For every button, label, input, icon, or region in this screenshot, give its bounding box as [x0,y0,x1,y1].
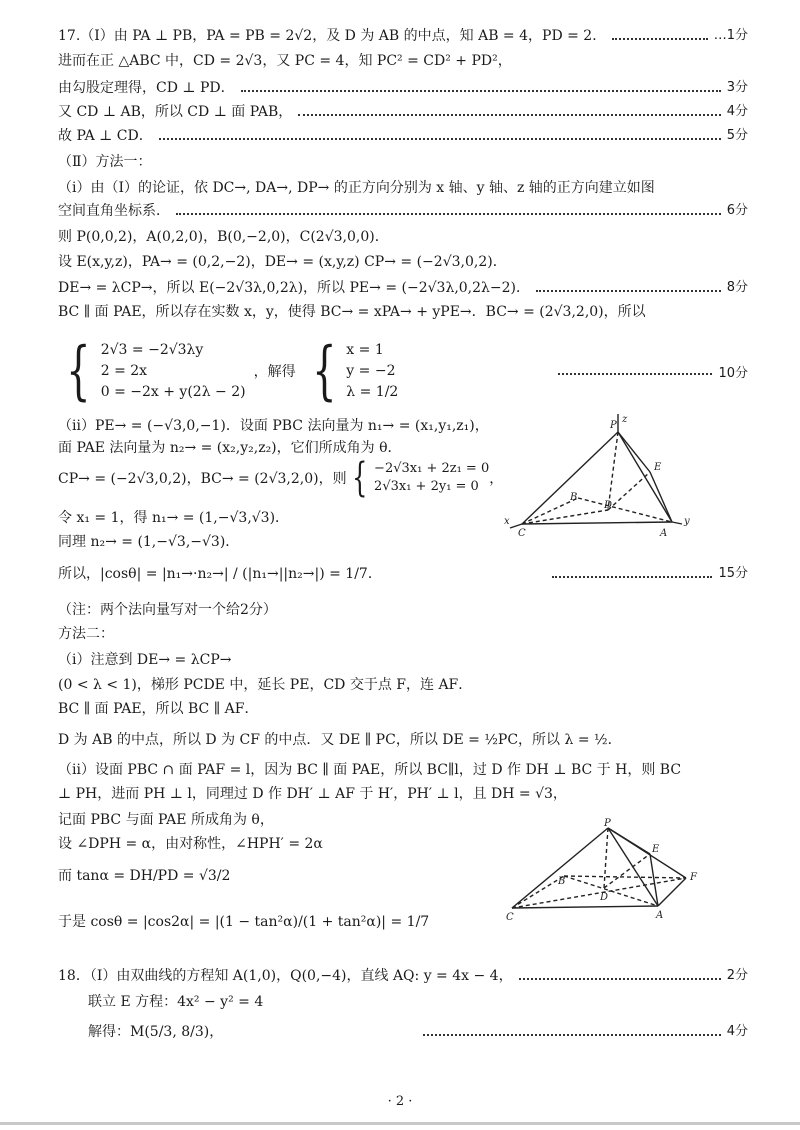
line-5: 故 PA ⊥ CD． 5分 [58,128,748,144]
line-21: (0 < λ < 1)，梯形 PCDE 中，延长 PE，CD 交于点 F，连 AF． [58,677,473,693]
line-14: 面 PAE 法向量为 n₂→ = (x₂,y₂,z₂)，它们所成角为 θ． [58,440,402,456]
edge-CB [512,876,564,908]
label-F: F [690,872,697,883]
line-18: （注：两个法向量写对一个给2分） [58,602,277,618]
system1-right-row: x = 1 [346,341,384,358]
geometry-figure-2 [500,816,720,924]
line-23: D 为 AB 的中点，所以 D 为 CF 的中点．又 DE ∥ PC，所以 DE = ½PC，所以 λ = ½． [58,732,622,748]
line-29: 于是 cosθ = |cos2α| = |(1 − tan²α)/(1 + tan²α)| = 1/7 [58,914,430,930]
system2-prefix: CP→ = (−2√3,0,2)，BC→ = (2√3,2,0)，则 [58,471,347,487]
line-26: 记面 PBC 与面 PAE 所成角为 θ， [58,812,274,828]
label-A: A [656,910,664,921]
edge-PC [512,828,608,908]
equation-system-2: CP→ = (−2√3,0,2)，BC→ = (2√3,2,0)，则 { −2√3x₁ + 2z₁ = 0 2√3x₁ + 2y₁ = 0 ， [58,455,504,501]
system2-row: −2√3x₁ + 2z₁ = 0 [374,461,490,476]
label-B: B [558,876,566,887]
line-32: 解得：M(5/3, 8/3)， 4分 [88,1024,748,1040]
system1-left-row: 2 = 2x [100,362,148,379]
edge-EA [650,854,658,906]
line-2: 进而在正 △ABC 中，CD = 2√3，又 PC = 4，知 PC² = CD² + PD²， [58,53,512,69]
line-15: 令 x₁ = 1，得 n₁→ = (1,−√3,√3)． [58,510,290,526]
line-12: BC ∥ 面 PAE，所以存在实数 x，y，使得 BC→ = xPA→ + yPE→．BC→ = (2√3,2,0)，所以 [58,304,646,320]
label-D: D [604,500,613,511]
page-number: · 2 · [387,1094,413,1109]
edge-PD [604,828,608,888]
edge-EA [650,472,672,522]
y-axis-line [672,522,682,524]
line-10: 设 E(x,y,z)，PA→ = (0,2,−2)，DE→ = (x,y,z) CP→ = (−2√3,0,2)． [58,254,507,270]
label-B: B [570,492,578,503]
line-25: ⊥ PH，进而 PH ⊥ l，同理过 D 作 DH′ ⊥ AF 于 H′，PH′ ⊥ l，且 DH = √3， [58,786,567,802]
line-11: DE→ = λCP→，所以 E(−2√3λ,0,2λ)，所以 PE→ = (−2√3λ,0,2λ−2)． 8分 [58,280,748,296]
line-30: 18．（Ⅰ）由双曲线的方程知 A(1,0)，Q(0,−4)，直线 AQ: y = 4x − 4， 2分 [58,968,748,984]
system1-left-row: 2√3 = −2√3λy [100,341,204,358]
system1-left-row: 0 = −2x + y(2λ − 2) [100,383,246,400]
label-P: P [604,818,611,829]
line-7: （ⅰ）由（Ⅰ）的论证，依 DC→, DA→, DP→ 的正方向分别为 x 轴、y 轴、z 轴的正方向建立如图 [58,180,655,196]
line-16: 同理 n₂→ = (1,−√3,−√3)． [58,534,240,550]
label-P: P [610,420,617,431]
edge-PE [618,432,650,472]
label-y: y [684,516,690,527]
edge-PE [608,828,650,854]
label-x: x [504,516,510,527]
edge-BF [564,876,686,878]
line-24: （ⅱ）设面 PBC ∩ 面 PAF = l，因为 BC ∥ 面 PAE，所以 BC∥l，过 D 作 DH ⊥ BC 于 H，则 BC [58,762,682,778]
line-20: （ⅰ）注意到 DE→ = λCP→ [58,652,232,668]
line-28: 而 tanα = DH/PD = √3/2 [58,868,231,884]
geometry-figure-1 [500,412,700,542]
line-22: BC ∥ 面 PAE，所以 BC ∥ AF． [58,701,259,717]
label-E: E [654,462,662,473]
line-13: （ⅱ）PE→ = (−√3,0,−1)．设面 PBC 法向量为 n₁→ = (x₁,y₁,z₁)， [58,418,489,434]
edge-FA [658,878,686,906]
line-3: 由勾股定理得，CD ⊥ PD． 3分 [58,80,748,96]
system2-suffix: ， [489,471,504,487]
line-9: 则 P(0,0,2)，A(0,2,0)，B(0,−2,0)，C(2√3,0,0)． [58,229,389,245]
edge-PD [608,432,618,510]
label-A: A [660,528,668,539]
line-6: （Ⅱ）方法一： [58,154,152,170]
system1-solve-word: ，解得 [253,364,296,380]
system1-right-row: y = −2 [346,362,396,379]
line-19: 方法二： [58,626,114,642]
line-8: 空间直角坐标系． 6分 [58,203,748,219]
label-z: z [622,414,628,425]
line-1: 17.（Ⅰ）由 PA ⊥ PB，PA = PB = 2√2，及 D 为 AB 的中点，知 AB = 4，PD = 2． …1分 [58,28,748,44]
bottom-rule [0,1122,800,1125]
line-4: 又 CD ⊥ AB，所以 CD ⊥ 面 PAB， 4分 [58,104,748,120]
label-E: E [652,844,660,855]
label-C: C [518,528,526,539]
line-17: 所以，|cosθ| = |n₁→·n₂→| / (|n₁→||n₂→|) = 1/7． 15分 [58,566,748,582]
edge-BA [578,498,672,522]
line-27: 设 ∠DPH = α，由对称性，∠HPH′ = 2α [58,836,323,852]
equation-system-1: { 2√3 = −2√3λy 2 = 2x 0 = −2x + y(2λ − 2) ，解得 { x = 1 y = −2 λ = 1/2 10分 [66,334,748,408]
system1-score: 10分 [718,365,748,381]
edge-DE [608,472,650,510]
line-31: 联立 E 方程：4x² − y² = 4 [88,994,264,1010]
system1-right-row: λ = 1/2 [346,383,399,400]
label-D: D [600,892,609,903]
label-C: C [506,912,514,923]
edge-CA [512,906,658,908]
edge-CA [522,522,672,524]
system2-row: 2√3x₁ + 2y₁ = 0 [374,479,479,494]
